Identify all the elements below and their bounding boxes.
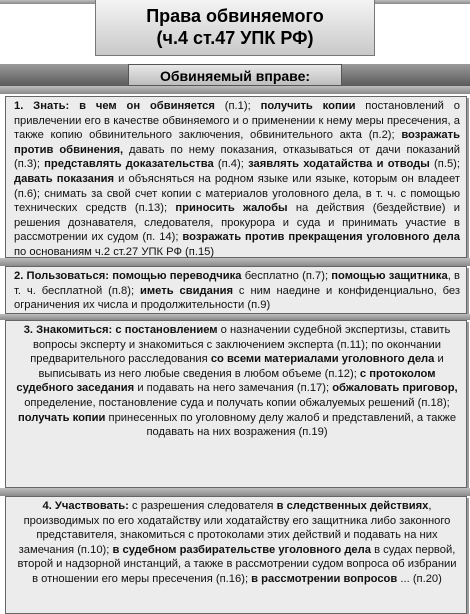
emphasized-text: давать показания xyxy=(14,172,115,185)
emphasized-text: представлять доказательства xyxy=(44,158,214,171)
body-text: и подавать на него замечания (п.17); xyxy=(134,382,333,395)
emphasized-text: 4. Участвовать: xyxy=(42,500,129,512)
emphasized-text: в рассмотрении вопросов xyxy=(251,572,398,585)
rights-block-familiarize xyxy=(5,320,467,488)
body-text: , производимых по его ходатайству или ходатайству его защитника либо законного представителя, знакомиться с протоколами этих действий и подавать на них замечания (п.10); xyxy=(18,500,451,556)
body-text: постановлений о привлечении его в качестве обвиняемого и о применении к нему меры пресечения, а также копию обвинительного заключения, обвинительного акта (п.2); xyxy=(14,100,460,142)
emphasized-text: заявлять ходатайства и отводы xyxy=(248,158,430,171)
emphasized-text: помощью защитника xyxy=(331,270,448,282)
emphasized-text: со всеми материалами уголовного дела xyxy=(210,353,435,366)
rights-block-participate xyxy=(5,496,467,614)
emphasized-text: иметь свидания xyxy=(140,284,233,297)
body-text: в судах первой, второй и надзорной инстанций, а также в рассмотрении судом вопроса об избрании в отношении его меры пресечения (п.16); xyxy=(17,543,457,585)
body-text: определение, постановление суда и получать копии обжалуемых решений (п.18); xyxy=(24,396,450,409)
body-text: (п.4); xyxy=(213,158,249,171)
body-text: по основаниям ч.2 ст.27 УПК РФ (п.15) xyxy=(14,245,215,258)
rights-block-use xyxy=(5,266,467,314)
divider-band xyxy=(0,488,470,496)
emphasized-text: 1. Знать: в чем он обвиняется xyxy=(14,100,215,112)
divider-band xyxy=(0,86,470,94)
body-text: бесплатно (п.7); xyxy=(241,270,332,282)
body-text: о назначении судебной экспертизы, ставить вопросы эксперту и знакомиться с заключением эксперта (п.11); по окончании предварительного расследования xyxy=(30,324,451,366)
emphasized-text: обжаловать приговор, xyxy=(332,382,458,395)
rights-block-know xyxy=(5,96,467,258)
emphasized-text: в следственных действиях xyxy=(276,500,429,512)
body-text: на действия (бездействие) и решения дознавателя, следователя, прокурора и суда и принимать участие в рассмотрении их судом (п. 14); xyxy=(14,202,461,244)
body-text: с разрешения следователя xyxy=(128,500,277,512)
page-title xyxy=(95,0,375,56)
divider-band xyxy=(0,258,470,266)
body-text: ... (п.20) xyxy=(397,572,442,585)
body-text: (п.5); xyxy=(429,158,460,171)
emphasized-text: возражать против прекращения уголовного дела xyxy=(182,231,460,244)
emphasized-text: возражать против обвинения, xyxy=(14,129,460,156)
body-text: , в т. ч. бесплатной (п.8); xyxy=(14,270,460,297)
body-text: и объясняться на родном языке или языке, которым он владеет (п.6); снимать за свой счет копии с материалов уголовного дела, в т. ч. с помощью технических средств (п.13); xyxy=(14,172,460,215)
emphasized-text: 2. Пользоваться: помощью переводчика xyxy=(14,270,242,282)
title-line-2: (ч.4 ст.47 УПК РФ) xyxy=(156,28,314,48)
body-text: и выписывать из него любые сведения в любом объеме (п.12); xyxy=(38,353,444,380)
body-text: давать по нему показания, отказываться от дачи показаний (п.3); xyxy=(14,143,460,171)
body-text: с ним наедине и конфиденциально, без ограничения их числа и продолжительности (п.9) xyxy=(14,284,460,312)
body-text: (п.1); xyxy=(214,100,261,112)
body-text: принесенных по уголовному делу жалоб и представлений, а также подавать на них возражения (п.19) xyxy=(105,411,457,439)
section-header-bar xyxy=(0,64,470,86)
emphasized-text: 3. Знакомиться: с постановлением xyxy=(23,324,218,336)
emphasized-text: приносить жалобы xyxy=(175,202,288,215)
section-header-label: Обвиняемый вправе: xyxy=(128,64,342,86)
emphasized-text: получать копии xyxy=(17,411,106,424)
title-line-1: Права обвиняемого xyxy=(146,6,324,26)
emphasized-text: в судебном разбирательстве уголовного дела xyxy=(112,543,371,556)
emphasized-text: с протоколом судебного заседания xyxy=(16,367,436,395)
emphasized-text: получить копии xyxy=(260,100,356,112)
